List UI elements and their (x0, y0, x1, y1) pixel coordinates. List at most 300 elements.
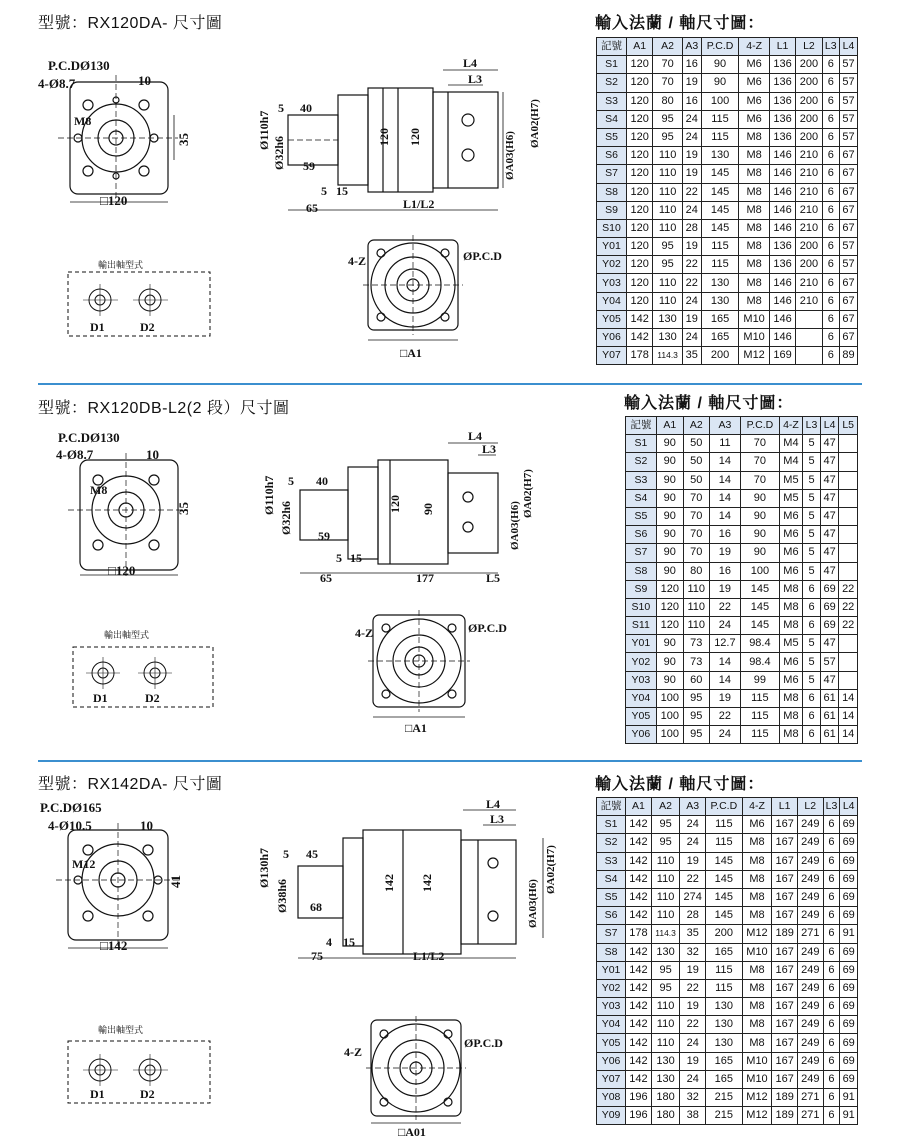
table-cell: 167 (772, 1052, 798, 1070)
table-cell: 142 (626, 870, 652, 888)
table-cell: 6 (823, 1107, 840, 1125)
section-3-drawing (38, 798, 558, 1143)
table-cell: 95 (683, 726, 709, 744)
table-cell: M8 (739, 147, 770, 165)
table-cell: 90 (656, 635, 683, 653)
table-cell: M8 (742, 1016, 772, 1034)
table-cell (796, 310, 822, 328)
table-cell: 110 (653, 165, 682, 183)
table-cell: 22 (682, 183, 701, 201)
table-cell: 16 (682, 92, 701, 110)
table-cell: 210 (796, 274, 822, 292)
dim-l4: L4 (468, 429, 483, 443)
row-code-cell: Y03 (626, 671, 657, 689)
table-cell: 32 (680, 1089, 706, 1107)
dim-59: 59 (303, 159, 315, 173)
shaft-types-label: 輸出軸型式 (98, 1025, 144, 1035)
table-cell: M8 (742, 961, 772, 979)
table-cell: 249 (797, 1052, 823, 1070)
table-cell: 136 (769, 110, 795, 128)
table-cell: 167 (772, 961, 798, 979)
table-cell: 142 (626, 329, 652, 347)
table-cell: 95 (651, 961, 680, 979)
table-cell: 100 (656, 689, 683, 707)
table-cell: 6 (822, 329, 839, 347)
table-cell: 145 (706, 888, 743, 906)
table-cell: 19 (709, 580, 740, 598)
table-cell: 14 (709, 507, 740, 525)
shaft-types-label: 輸出軸型式 (98, 260, 144, 270)
table-cell (839, 489, 858, 507)
table-cell (839, 471, 858, 489)
table-cell: 24 (682, 128, 701, 146)
table-cell: 249 (797, 816, 823, 834)
dim-15: 15 (336, 184, 348, 198)
table-cell: 67 (839, 201, 857, 219)
table-cell: 249 (797, 834, 823, 852)
table-cell: 50 (683, 435, 709, 453)
table-cell: 120 (626, 219, 652, 237)
table-cell: 210 (796, 292, 822, 310)
table-cell: 130 (653, 329, 682, 347)
table-cell: 142 (626, 1070, 652, 1088)
table-cell: 120 (626, 238, 652, 256)
table-cell: 142 (626, 998, 652, 1016)
table-cell: 22 (680, 870, 706, 888)
table-cell: 69 (840, 816, 858, 834)
table-cell: M6 (739, 92, 770, 110)
table-cell: 110 (653, 201, 682, 219)
row-code-cell: Y06 (626, 726, 657, 744)
row-code-cell: S5 (597, 888, 626, 906)
table-cell: 167 (772, 888, 798, 906)
table-cell: 249 (797, 979, 823, 997)
table-cell: 80 (683, 562, 709, 580)
table-cell: 249 (797, 870, 823, 888)
table-cell: 142 (626, 907, 652, 925)
table-cell: 120 (626, 165, 652, 183)
table-cell: 6 (822, 74, 839, 92)
table-cell: 70 (683, 489, 709, 507)
table-cell: 6 (803, 726, 821, 744)
column-header: L2 (797, 798, 823, 816)
section-1-drawing (38, 50, 558, 370)
table-row (597, 92, 858, 110)
table-cell: 60 (683, 671, 709, 689)
row-code-cell: S2 (597, 834, 626, 852)
table-cell: 165 (706, 943, 743, 961)
row-code-cell: S6 (626, 526, 657, 544)
table-cell: 196 (626, 1107, 652, 1125)
table-cell: 115 (741, 708, 780, 726)
table-cell: 67 (839, 183, 857, 201)
table-cell: 6 (803, 617, 821, 635)
table-cell: 215 (706, 1089, 743, 1107)
table-cell (839, 671, 858, 689)
table-cell: 22 (709, 708, 740, 726)
table-cell: 6 (822, 183, 839, 201)
column-header: 4-Z (779, 417, 802, 435)
table-cell: 100 (741, 562, 780, 580)
table-row (597, 147, 858, 165)
table-cell (839, 507, 858, 525)
table-cell: 249 (797, 1016, 823, 1034)
row-code-cell: S5 (626, 507, 657, 525)
section-2-title: 型號：RX120DB-L2(2 段）尺寸圖 (38, 400, 290, 417)
table-cell: 120 (626, 92, 652, 110)
table-row (626, 453, 858, 471)
table-cell: 24 (680, 816, 706, 834)
table-cell: 5 (803, 507, 821, 525)
table-cell: 200 (796, 74, 822, 92)
table-cell: 69 (840, 834, 858, 852)
table-row (597, 183, 858, 201)
dim-4: 4 (326, 935, 332, 949)
row-code-cell: S7 (597, 165, 627, 183)
table-cell: 69 (840, 943, 858, 961)
body-120-b: 120 (408, 128, 422, 146)
table-cell: 271 (797, 925, 823, 943)
table-cell: 167 (772, 1070, 798, 1088)
d1-label: D1 (90, 1087, 105, 1101)
table-header-row (597, 38, 858, 56)
holes-label: 4-Ø8.7 (56, 447, 94, 462)
dia-a03: ØA03(H6) (509, 501, 521, 550)
table-cell (796, 347, 822, 365)
table-cell: 70 (653, 56, 682, 74)
dia-a03: ØA03(H6) (527, 879, 539, 928)
table-cell: 91 (840, 1107, 858, 1125)
table-cell: 5 (803, 544, 821, 562)
table-cell: M8 (739, 219, 770, 237)
table-cell: 95 (651, 834, 680, 852)
table-cell: M10 (739, 329, 770, 347)
flange-front-view (68, 453, 188, 577)
table-row (626, 653, 858, 671)
table-cell: 6 (822, 292, 839, 310)
row-code-cell: Y06 (597, 329, 627, 347)
dim-15: 15 (350, 551, 362, 565)
table-cell: 200 (796, 256, 822, 274)
table-cell: 115 (706, 961, 743, 979)
square-label: □120 (108, 563, 136, 578)
table-cell: 145 (701, 183, 739, 201)
table-cell: 19 (680, 998, 706, 1016)
column-header: L1 (769, 38, 795, 56)
table-cell: 19 (709, 544, 740, 562)
d1-label: D1 (90, 320, 105, 334)
table-cell: 249 (797, 888, 823, 906)
dim-40: 40 (300, 101, 312, 115)
table-cell: 22 (709, 598, 740, 616)
holes-label: 4-Ø10.5 (48, 818, 92, 833)
table-cell: 6 (823, 888, 840, 906)
table-cell: 90 (656, 435, 683, 453)
table-cell: 47 (820, 507, 839, 525)
table-cell: 61 (820, 726, 839, 744)
pcd-label: P.C.DØ165 (40, 800, 102, 815)
table-cell: 6 (822, 165, 839, 183)
table-cell: M8 (779, 598, 802, 616)
table-cell: 189 (772, 925, 798, 943)
section-divider-2 (38, 760, 862, 762)
table-cell: 95 (653, 256, 682, 274)
table-row (597, 256, 858, 274)
table-cell: 6 (823, 834, 840, 852)
table-cell: 22 (680, 979, 706, 997)
table-cell: 145 (741, 580, 780, 598)
table-cell: M6 (742, 816, 772, 834)
table-cell: 271 (797, 1107, 823, 1125)
table-row (597, 1016, 858, 1034)
table-row (597, 1089, 858, 1107)
table-cell: 180 (651, 1089, 680, 1107)
table-cell: M8 (742, 907, 772, 925)
table-cell: 145 (701, 165, 739, 183)
table-cell: 100 (656, 708, 683, 726)
table-cell: 6 (823, 852, 840, 870)
table-cell: 130 (651, 1070, 680, 1088)
table-cell: 110 (651, 907, 680, 925)
table-cell: 6 (823, 907, 840, 925)
table-cell: 5 (803, 671, 821, 689)
table-cell: 19 (680, 852, 706, 870)
m-label: M12 (72, 857, 96, 871)
table-cell: 24 (682, 201, 701, 219)
table-header-row (597, 798, 858, 816)
table-cell: 136 (769, 74, 795, 92)
table-cell: 90 (656, 489, 683, 507)
table-cell: 69 (820, 580, 839, 598)
column-header: A1 (626, 38, 652, 56)
table-cell: 24 (709, 726, 740, 744)
table-cell: 14 (709, 471, 740, 489)
table-cell: 145 (706, 852, 743, 870)
dim-5: 5 (288, 474, 294, 488)
table-cell: 69 (840, 1052, 858, 1070)
table-cell: 69 (840, 998, 858, 1016)
row-code-cell: S4 (597, 870, 626, 888)
table-cell: 73 (683, 635, 709, 653)
table-cell: M8 (739, 165, 770, 183)
table-cell: 95 (651, 979, 680, 997)
table-cell: M8 (742, 1034, 772, 1052)
dim-l4: L4 (486, 798, 501, 811)
body-120: 120 (388, 495, 402, 513)
table-cell: 90 (656, 671, 683, 689)
table-cell: 11 (709, 435, 740, 453)
dim-l3: L3 (468, 72, 483, 86)
table-cell: 90 (701, 56, 739, 74)
table-cell: 142 (626, 852, 652, 870)
table-row (626, 507, 858, 525)
m-label: M8 (74, 114, 92, 128)
table-row (597, 201, 858, 219)
row-code-cell: S6 (597, 907, 626, 925)
table-cell: 14 (839, 708, 858, 726)
table-cell: 146 (769, 165, 795, 183)
column-header: P.C.D (741, 417, 780, 435)
table-cell: M4 (779, 435, 802, 453)
table-cell: M8 (742, 834, 772, 852)
table-cell: 130 (701, 292, 739, 310)
column-header: A2 (651, 798, 680, 816)
table-cell: 249 (797, 852, 823, 870)
row-code-cell: S8 (597, 943, 626, 961)
table-cell: M6 (779, 671, 802, 689)
table-cell: 6 (822, 92, 839, 110)
table-cell: 90 (656, 562, 683, 580)
table-cell: 6 (822, 274, 839, 292)
table-row (626, 562, 858, 580)
table-cell: 70 (741, 435, 780, 453)
table-cell: 249 (797, 1070, 823, 1088)
table-cell: 80 (653, 92, 682, 110)
table-row (597, 238, 858, 256)
table-cell: 6 (823, 961, 840, 979)
table-cell: 6 (823, 925, 840, 943)
table-cell: 210 (796, 147, 822, 165)
table-cell: M10 (742, 1070, 772, 1088)
input-flange-view (363, 235, 463, 340)
table-cell: 5 (803, 526, 821, 544)
table-row (597, 292, 858, 310)
table-cell: 167 (772, 907, 798, 925)
dim-65: 65 (306, 201, 318, 215)
table-cell: 115 (706, 979, 743, 997)
table-cell: 110 (651, 1016, 680, 1034)
table-cell: 98.4 (741, 635, 780, 653)
table-cell: 19 (682, 165, 701, 183)
table-row (626, 598, 858, 616)
table-cell: 5 (803, 435, 821, 453)
row-code-cell: Y02 (597, 256, 627, 274)
table-row (597, 925, 858, 943)
table-cell: 146 (769, 219, 795, 237)
a1-label: □A1 (400, 346, 422, 360)
section-3-title: 型號：RX142DA- 尺寸圖 (38, 776, 223, 793)
row-code-cell: S1 (597, 816, 626, 834)
section-1-spec-table (596, 37, 858, 365)
table-cell: 120 (626, 292, 652, 310)
table-cell: 90 (656, 471, 683, 489)
table-cell: 32 (680, 943, 706, 961)
table-cell: M6 (779, 653, 802, 671)
table-cell (839, 653, 858, 671)
table-cell: 6 (823, 1016, 840, 1034)
table-cell: 69 (820, 617, 839, 635)
table-cell: 90 (741, 507, 780, 525)
table-cell: 22 (682, 274, 701, 292)
table-cell: 38 (680, 1107, 706, 1125)
table-cell: 57 (839, 238, 857, 256)
shaft-types-label: 輸出軸型式 (104, 630, 150, 640)
row-code-cell: Y08 (597, 1089, 626, 1107)
row-code-cell: Y01 (626, 635, 657, 653)
dim-l5: L5 (486, 571, 501, 585)
row-code-cell: Y04 (626, 689, 657, 707)
table-cell: M5 (779, 471, 802, 489)
table-cell: 110 (653, 183, 682, 201)
dia-a02: ØA02(H7) (529, 99, 541, 148)
table-cell: 28 (682, 219, 701, 237)
table-cell: 249 (797, 1034, 823, 1052)
table-cell: 6 (822, 147, 839, 165)
table-cell: 95 (653, 110, 682, 128)
table-cell: 14 (709, 653, 740, 671)
table-cell: 110 (651, 1034, 680, 1052)
table-cell: 142 (626, 1034, 652, 1052)
a01-label: □A01 (398, 1125, 426, 1139)
table-cell: 57 (839, 110, 857, 128)
table-cell: 28 (680, 907, 706, 925)
table-row (626, 489, 858, 507)
square-label: □142 (100, 938, 128, 953)
table-cell: 19 (682, 147, 701, 165)
table-cell: 67 (839, 292, 857, 310)
dim-35: 35 (176, 502, 191, 515)
row-code-cell: S3 (597, 852, 626, 870)
a1-label: □A1 (405, 721, 427, 735)
table-cell: 130 (701, 147, 739, 165)
table-cell: 120 (626, 128, 652, 146)
table-cell: M8 (739, 274, 770, 292)
column-header: L5 (839, 417, 858, 435)
table-cell: 120 (626, 183, 652, 201)
row-code-cell: S3 (626, 471, 657, 489)
table-cell: 120 (656, 580, 683, 598)
table-cell: 120 (626, 201, 652, 219)
column-header: 4-Z (742, 798, 772, 816)
table-cell: 120 (626, 56, 652, 74)
table-cell: 114.3 (653, 347, 682, 365)
table-cell: 57 (839, 256, 857, 274)
table-cell: 47 (820, 562, 839, 580)
pcd-label: P.C.DØ130 (48, 58, 110, 73)
table-cell: 249 (797, 961, 823, 979)
shaft-dia-2: Ø32h6 (272, 135, 286, 170)
table-row (626, 689, 858, 707)
shaft-dia-2: Ø32h6 (279, 500, 293, 535)
table-row (597, 888, 858, 906)
m-label: M8 (90, 483, 108, 497)
dim-l1l2: L1/L2 (403, 197, 435, 211)
table-cell: 142 (626, 834, 652, 852)
table-cell: 146 (769, 274, 795, 292)
table-cell: 6 (822, 110, 839, 128)
z-label: 4-Z (355, 626, 373, 640)
table-cell: 146 (769, 147, 795, 165)
table-cell: 196 (626, 1089, 652, 1107)
body-90: 90 (421, 503, 435, 515)
section-2-spec-table (625, 416, 858, 744)
table-cell: 167 (772, 852, 798, 870)
table-cell: 200 (796, 238, 822, 256)
table-cell: 146 (769, 329, 795, 347)
table-cell: 210 (796, 165, 822, 183)
row-code-cell: Y03 (597, 998, 626, 1016)
table-cell: 6 (823, 1034, 840, 1052)
table-cell: M10 (742, 1052, 772, 1070)
table-cell: 90 (701, 74, 739, 92)
table-cell: 165 (706, 1052, 743, 1070)
column-header: L3 (803, 417, 821, 435)
table-cell: 69 (840, 888, 858, 906)
table-cell: 57 (839, 56, 857, 74)
table-cell: 95 (653, 128, 682, 146)
table-cell: 189 (772, 1089, 798, 1107)
table-cell: 110 (651, 852, 680, 870)
